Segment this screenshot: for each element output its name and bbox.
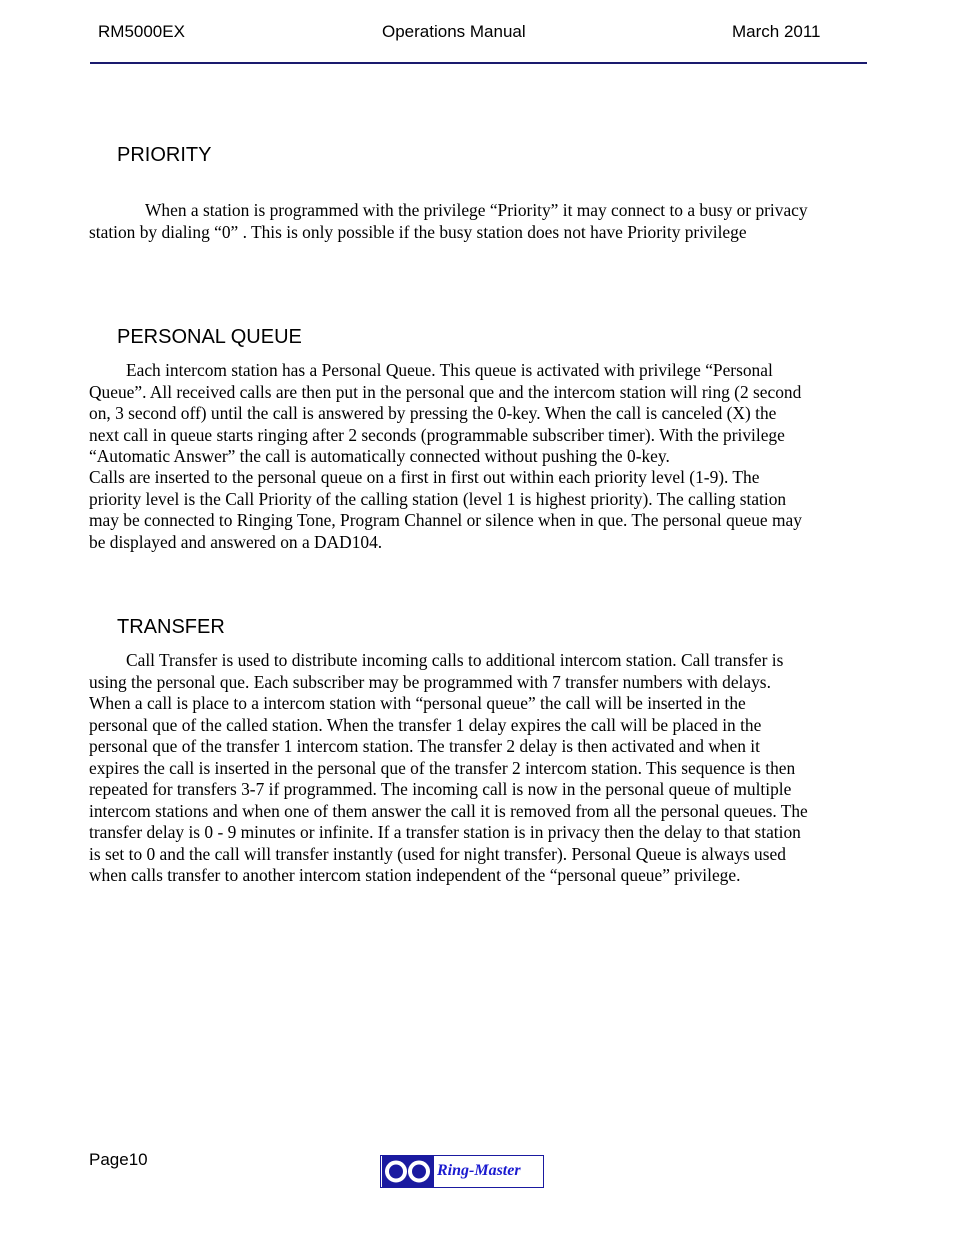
page-number: Page10 [89,1150,148,1169]
text-line: expires the call is inserted in the personal que of the transfer 2 intercom station. This sequence is then [89,757,796,778]
text-line: Queue”. All received calls are then put in the personal que and the intercom station will ring (2 second [89,381,802,402]
ring-master-logo [380,1155,544,1188]
text-line: using the personal que. Each subscriber may be programmed with 7 transfer numbers with delays. [89,671,771,692]
text-line: personal que of the called station. When the transfer 1 delay expires the call will be placed in the [89,714,762,735]
text-line: repeated for transfers 3-7 if programmed. The incoming call is now in the personal queue of multiple [89,779,792,799]
text-line: priority level is the Call Priority of the calling station (level 1 is highest priority). The calling station [89,488,787,509]
section-heading-personal-queue: PERSONAL QUEUE [117,326,302,348]
text-line: station by dialing “0” . This is only possible if the busy station does not have Priority privilege [89,222,747,242]
text-line: transfer delay is 0 - 9 minutes or infinite. If a transfer station is in privacy then the delay to that station [89,822,801,842]
text-line: Calls are inserted to the personal queue on a first in first out within each priority level (1-9). The [89,467,760,487]
text-line: “Automatic Answer” the call is automatically connected without pushing the 0-key. [89,446,670,466]
text-line: When a call is place to a intercom station with “personal queue” the call will be inserted in the [89,693,746,713]
logo-text: Ring-Master [437,1162,521,1179]
header-date: March 2011 [732,22,821,41]
section-heading-transfer: TRANSFER [117,616,225,638]
text-line: is set to 0 and the call will transfer instantly (used for night transfer). Personal Queue is always used [89,843,786,864]
transfer-paragraph [89,650,869,887]
text-line: when calls transfer to another intercom station independent of the “personal queue” privilege. [89,865,741,885]
priority-paragraph [89,199,869,243]
text-line: be displayed and answered on a DAD104. [89,531,383,552]
double-ring-logo-icon [382,1156,434,1187]
section-heading-priority: PRIORITY [117,144,212,166]
header-divider [90,62,867,64]
text-line: intercom stations and when one of them answer the call it is removed from all the personal queues. The [89,800,808,821]
text-line: Each intercom station has a Personal Queue. This queue is activated with privilege “Personal [126,360,773,380]
header-product-name: RM5000EX [98,22,185,41]
text-line: may be connected to Ringing Tone, Program Channel or silence when in que. The personal queue may [89,510,802,530]
header-document-title: Operations Manual [382,22,526,41]
text-line: Call Transfer is used to distribute incoming calls to additional intercom station. Call transfer is [126,650,784,670]
personal-queue-paragraph-2 [89,467,869,553]
text-line: on, 3 second off) until the call is answered by pressing the 0-key. When the call is canceled (X) the [89,403,777,423]
personal-queue-paragraph-1 [89,360,869,468]
text-line: personal que of the transfer 1 intercom station. The transfer 2 delay is then activated and when it [89,736,760,756]
text-line: When a station is programmed with the privilege “Priority” it may connect to a busy or privacy [145,200,808,220]
text-line: next call in queue starts ringing after 2 seconds (programmable subscriber timer). With the privilege [89,424,785,445]
